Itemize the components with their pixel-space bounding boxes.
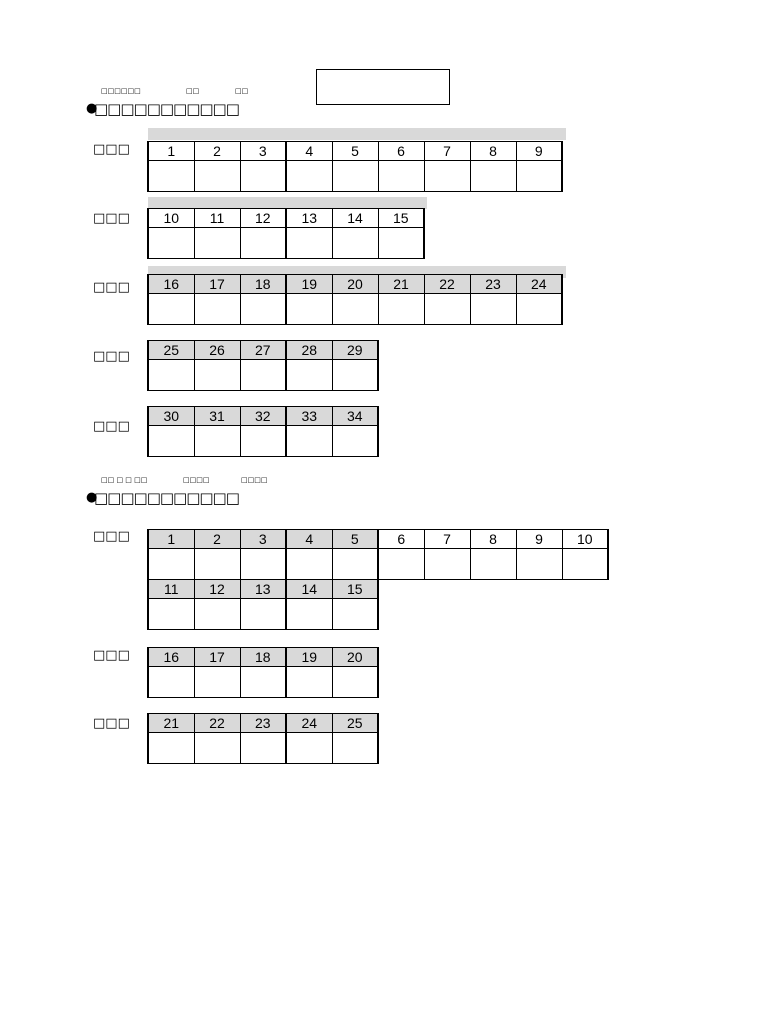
answer-row xyxy=(148,228,424,259)
question-number-row xyxy=(148,530,608,549)
answer-cell[interactable] xyxy=(332,294,378,325)
question-number: 20 xyxy=(332,275,378,294)
question-number: 26 xyxy=(194,341,240,360)
answer-cell[interactable] xyxy=(332,667,378,698)
answer-cell[interactable] xyxy=(516,549,562,580)
question-number: 24 xyxy=(286,714,332,733)
question-number: 3 xyxy=(240,142,286,161)
question-number: 25 xyxy=(148,341,194,360)
answer-cell[interactable] xyxy=(378,294,424,325)
question-number: 25 xyxy=(332,714,378,733)
answer-cell[interactable] xyxy=(194,228,240,259)
answer-cell[interactable] xyxy=(148,549,194,580)
question-number: 17 xyxy=(194,648,240,667)
question-number: 5 xyxy=(332,530,378,549)
section2-ruby-3: □□□□ xyxy=(241,476,268,484)
answer-cell[interactable] xyxy=(194,426,240,457)
answer-cell[interactable] xyxy=(148,599,194,630)
question-number: 4 xyxy=(286,530,332,549)
answer-cell[interactable] xyxy=(286,426,332,457)
question-number: 22 xyxy=(194,714,240,733)
answer-cell[interactable] xyxy=(240,599,286,630)
question-number: 28 xyxy=(286,341,332,360)
answer-cell[interactable] xyxy=(286,549,332,580)
question-number: 6 xyxy=(378,142,424,161)
question-number: 29 xyxy=(332,341,378,360)
question-number: 9 xyxy=(516,530,562,549)
section1-ruby xyxy=(100,87,320,97)
answer-cell[interactable] xyxy=(332,549,378,580)
answer-cell[interactable] xyxy=(194,733,240,764)
answer-grid xyxy=(147,340,379,391)
answer-cell[interactable] xyxy=(378,161,424,192)
answer-cell[interactable] xyxy=(194,360,240,391)
answer-cell[interactable] xyxy=(562,549,608,580)
answer-cell[interactable] xyxy=(240,294,286,325)
answer-grid xyxy=(147,274,563,325)
answer-cell[interactable] xyxy=(424,294,470,325)
question-number: 14 xyxy=(286,580,332,599)
question-number: 34 xyxy=(332,407,378,426)
answer-cell[interactable] xyxy=(332,360,378,391)
question-number: 8 xyxy=(470,142,516,161)
answer-cell[interactable] xyxy=(286,161,332,192)
answer-cell[interactable] xyxy=(240,667,286,698)
question-number: 18 xyxy=(240,648,286,667)
question-number: 2 xyxy=(194,530,240,549)
section2-ruby xyxy=(100,476,320,486)
question-number-row xyxy=(148,209,424,228)
answer-cell[interactable] xyxy=(286,228,332,259)
answer-cell[interactable] xyxy=(240,733,286,764)
answer-cell[interactable] xyxy=(470,161,516,192)
answer-cell[interactable] xyxy=(240,426,286,457)
answer-grid xyxy=(147,713,379,764)
row-label: □□□ xyxy=(93,349,130,364)
section1-ruby-1: □□□□□□ xyxy=(101,87,141,95)
answer-cell[interactable] xyxy=(240,228,286,259)
answer-row xyxy=(148,161,562,192)
question-number-row xyxy=(148,580,378,599)
question-number: 31 xyxy=(194,407,240,426)
answer-cell[interactable] xyxy=(516,161,562,192)
answer-cell[interactable] xyxy=(332,426,378,457)
answer-cell[interactable] xyxy=(332,228,378,259)
section1-ruby-3: □□ xyxy=(235,87,249,95)
answer-cell[interactable] xyxy=(470,549,516,580)
answer-cell[interactable] xyxy=(286,667,332,698)
question-number: 19 xyxy=(286,648,332,667)
answer-cell[interactable] xyxy=(148,733,194,764)
question-number-row xyxy=(148,341,378,360)
section2-ruby-2: □□□□ xyxy=(183,476,210,484)
question-number: 19 xyxy=(286,275,332,294)
question-number: 21 xyxy=(148,714,194,733)
row-label: □□□ xyxy=(93,142,130,157)
answer-cell[interactable] xyxy=(194,667,240,698)
answer-grid xyxy=(147,579,379,630)
section2-heading: □□□□□□□□□□□ xyxy=(94,489,239,507)
question-number: 7 xyxy=(424,530,470,549)
question-number-row xyxy=(148,407,378,426)
question-number: 11 xyxy=(194,209,240,228)
question-number: 20 xyxy=(332,648,378,667)
question-number: 16 xyxy=(148,648,194,667)
question-number: 21 xyxy=(378,275,424,294)
answer-row xyxy=(148,294,562,325)
answer-cell[interactable] xyxy=(332,733,378,764)
question-number: 27 xyxy=(240,341,286,360)
question-number: 30 xyxy=(148,407,194,426)
answer-cell[interactable] xyxy=(286,599,332,630)
answer-cell[interactable] xyxy=(148,667,194,698)
row-label: □□□ xyxy=(93,648,130,663)
answer-cell[interactable] xyxy=(286,294,332,325)
question-number: 10 xyxy=(562,530,608,549)
section2-header xyxy=(86,476,326,510)
question-number: 12 xyxy=(240,209,286,228)
question-number: 14 xyxy=(332,209,378,228)
answer-grid xyxy=(147,141,563,192)
row-label: □□□ xyxy=(93,529,130,544)
answer-cell[interactable] xyxy=(378,228,424,259)
row-label: □□□ xyxy=(93,211,130,226)
bullet-icon: ● xyxy=(86,490,98,505)
question-number: 13 xyxy=(240,580,286,599)
answer-cell[interactable] xyxy=(332,599,378,630)
question-number: 23 xyxy=(470,275,516,294)
question-number: 23 xyxy=(240,714,286,733)
question-number: 11 xyxy=(148,580,194,599)
answer-cell[interactable] xyxy=(286,360,332,391)
question-number: 1 xyxy=(148,142,194,161)
question-number: 24 xyxy=(516,275,562,294)
answer-cell[interactable] xyxy=(148,360,194,391)
answer-cell[interactable] xyxy=(194,294,240,325)
answer-cell[interactable] xyxy=(378,549,424,580)
question-number: 2 xyxy=(194,142,240,161)
section1-ruby-2: □□ xyxy=(186,87,200,95)
answer-cell[interactable] xyxy=(424,161,470,192)
answer-cell[interactable] xyxy=(240,161,286,192)
answer-cell[interactable] xyxy=(148,228,194,259)
question-number: 7 xyxy=(424,142,470,161)
answer-cell[interactable] xyxy=(516,294,562,325)
answer-row xyxy=(148,599,378,630)
row-label: □□□ xyxy=(93,280,130,295)
answer-cell[interactable] xyxy=(240,549,286,580)
answer-row xyxy=(148,360,378,391)
answer-cell[interactable] xyxy=(148,161,194,192)
answer-grid xyxy=(147,647,379,698)
answer-cell[interactable] xyxy=(286,733,332,764)
answer-row xyxy=(148,426,378,457)
answer-cell[interactable] xyxy=(148,294,194,325)
answer-grid xyxy=(147,406,379,457)
question-number: 16 xyxy=(148,275,194,294)
question-number: 12 xyxy=(194,580,240,599)
answer-cell[interactable] xyxy=(148,426,194,457)
question-number: 33 xyxy=(286,407,332,426)
name-box[interactable] xyxy=(316,69,450,105)
section1-header xyxy=(86,87,326,121)
answer-row xyxy=(148,667,378,698)
answer-row xyxy=(148,733,378,764)
answer-cell[interactable] xyxy=(424,549,470,580)
answer-cell[interactable] xyxy=(194,599,240,630)
header-strip xyxy=(148,128,566,140)
question-number: 8 xyxy=(470,530,516,549)
section2-ruby-1: □□ □ □ □□ xyxy=(101,476,148,484)
question-number-row xyxy=(148,142,562,161)
answer-grid xyxy=(147,208,425,259)
answer-row xyxy=(148,549,608,580)
row-label: □□□ xyxy=(93,419,130,434)
question-number-row xyxy=(148,648,378,667)
row-label: □□□ xyxy=(93,716,130,731)
question-number-row xyxy=(148,275,562,294)
question-number: 6 xyxy=(378,530,424,549)
question-number: 15 xyxy=(378,209,424,228)
section1-heading: □□□□□□□□□□□ xyxy=(94,100,239,118)
answer-cell[interactable] xyxy=(194,161,240,192)
question-number: 18 xyxy=(240,275,286,294)
question-number: 3 xyxy=(240,530,286,549)
question-number: 10 xyxy=(148,209,194,228)
question-number: 17 xyxy=(194,275,240,294)
answer-cell[interactable] xyxy=(332,161,378,192)
answer-cell[interactable] xyxy=(470,294,516,325)
question-number-row xyxy=(148,714,378,733)
question-number: 9 xyxy=(516,142,562,161)
question-number: 13 xyxy=(286,209,332,228)
question-number: 5 xyxy=(332,142,378,161)
question-number: 32 xyxy=(240,407,286,426)
answer-cell[interactable] xyxy=(240,360,286,391)
answer-cell[interactable] xyxy=(194,549,240,580)
question-number: 1 xyxy=(148,530,194,549)
question-number: 4 xyxy=(286,142,332,161)
question-number: 15 xyxy=(332,580,378,599)
question-number: 22 xyxy=(424,275,470,294)
bullet-icon: ● xyxy=(86,101,98,116)
answer-grid xyxy=(147,529,609,580)
